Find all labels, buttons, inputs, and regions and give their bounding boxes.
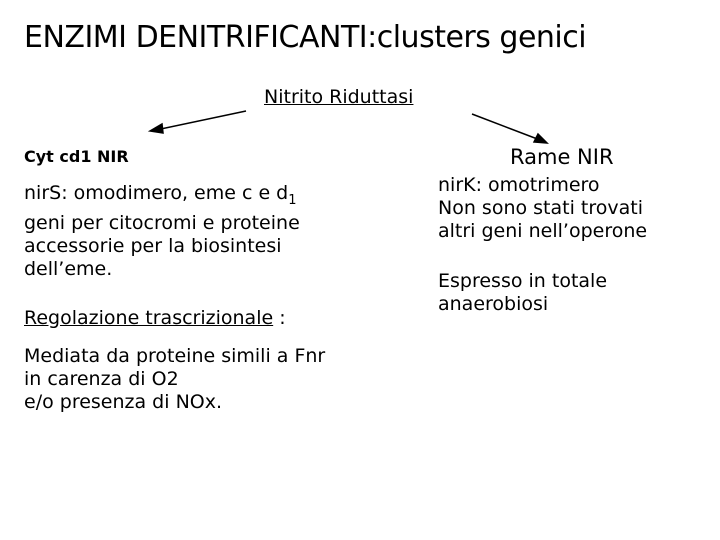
left-p1-line2: geni per citocromi e proteine (24, 211, 300, 234)
slide-title: ENZIMI DENITRIFICANTI:clusters genici (24, 20, 587, 55)
right-paragraph-1 (438, 174, 647, 243)
right-p1-line2: Non sono stati trovati (438, 197, 643, 219)
right-p2-line1: Espresso in totale (438, 270, 608, 292)
left-p3-line1: Mediata da proteine simili a Fnr (24, 345, 326, 367)
center-heading: Nitrito Riduttasi (264, 86, 414, 108)
left-p1-line1: nirS: omodimero, eme c e $d_1$ (24, 182, 297, 208)
right-arrow-line (472, 114, 540, 140)
regulation-label: Regolazione trascrizionale (24, 307, 274, 329)
regulation-heading (24, 307, 286, 330)
left-paragraph-3 (24, 345, 325, 414)
right-paragraph-2 (438, 270, 607, 316)
left-arrowhead (150, 124, 163, 133)
regulation-suffix: : (273, 307, 286, 329)
right-p1-line1: nirK: omotrimero (438, 174, 600, 196)
right-p2-line2: anaerobiosi (438, 293, 549, 315)
left-column-heading: Cyt cd1 NIR (24, 147, 129, 166)
right-arrowhead (534, 134, 547, 143)
left-arrow-line (156, 111, 246, 130)
right-column-heading: Rame NIR (510, 145, 614, 169)
left-p1-line4: dell’eme. (24, 257, 113, 280)
left-paragraph-1 (24, 182, 300, 281)
left-p1-line3: accessorie per la biosintesi (24, 234, 282, 257)
left-p3-line3: e/o presenza di NOx. (24, 391, 223, 413)
left-p3-line2: in carenza di O2 (24, 368, 179, 390)
right-p1-line3: altri geni nell’operone (438, 220, 648, 242)
subscript: 1 (288, 192, 297, 208)
